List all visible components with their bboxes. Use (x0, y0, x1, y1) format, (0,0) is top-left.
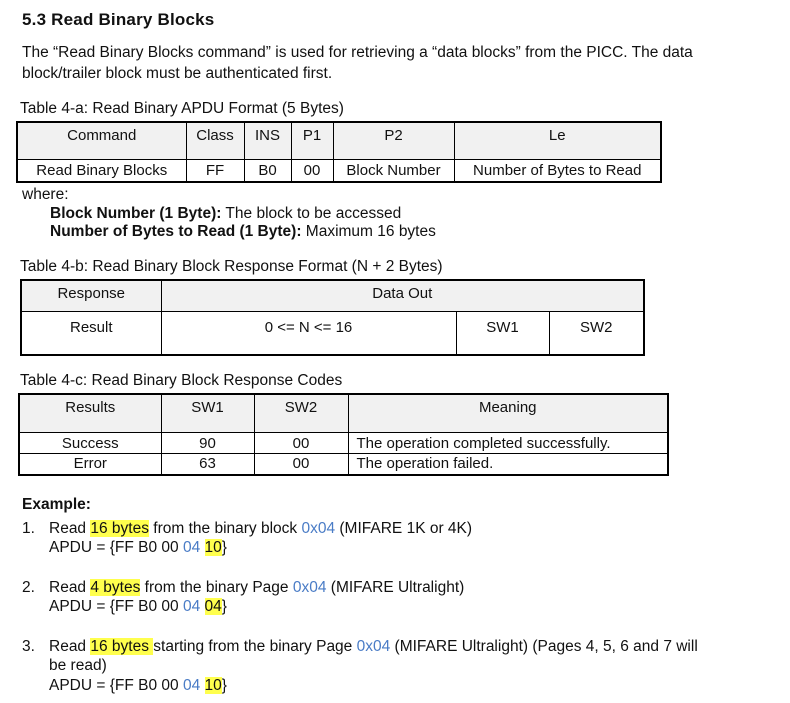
table-b-title: Table 4-b: Read Binary Block Response Format (N + 2 Bytes) (20, 257, 443, 275)
where-desc: The block to be accessed (221, 204, 402, 222)
cell-result: Result (21, 312, 161, 355)
example-item-2 (22, 578, 770, 617)
cell-sw2: SW2 (549, 312, 644, 355)
table-header-row (19, 394, 668, 433)
intro-line: block/trailer block must be authenticated first. (22, 65, 333, 82)
example-number: 1. (22, 519, 35, 537)
example-line: Read 4 bytes from the binary Page 0x04 (MIFARE Ultralight) (49, 578, 465, 596)
example-number: 2. (22, 578, 35, 596)
col-header-p1: P1 (291, 122, 333, 159)
table-row (17, 159, 661, 182)
example-line: Read 16 bytes from the binary block 0x04 (MIFARE 1K or 4K) (49, 519, 473, 537)
cell-p1: 00 (291, 159, 333, 182)
cell-sw1: 63 (161, 454, 254, 475)
section-heading: 5.3 Read Binary Blocks (22, 10, 215, 29)
where-term: Number of Bytes to Read (1 Byte): (50, 223, 302, 240)
cell-result-name: Error (19, 454, 161, 475)
table-a-title: Table 4-a: Read Binary APDU Format (5 Bytes) (20, 100, 344, 117)
cell-meaning: The operation failed. (348, 454, 668, 475)
col-header-p2: P2 (333, 122, 454, 159)
table-row-success (19, 433, 668, 454)
table-c-title: Table 4-c: Read Binary Block Response Codes (20, 371, 343, 389)
table-row-error (19, 454, 668, 475)
col-header-class: Class (186, 122, 244, 159)
where-item (22, 205, 770, 224)
cell-sw2: 00 (254, 433, 348, 454)
example-body (49, 637, 770, 696)
table-apdu-format (16, 121, 662, 183)
example-apdu-line: APDU = {FF B0 00 04 10} (49, 676, 227, 694)
table-response-format (20, 279, 645, 356)
col-header-sw1: SW1 (161, 394, 254, 433)
col-header-data-out: Data Out (161, 280, 644, 312)
cell-sw2: 00 (254, 454, 348, 475)
cell-ins: B0 (244, 159, 291, 182)
example-apdu-line: APDU = {FF B0 00 04 10} (49, 539, 227, 556)
where-term: Block Number (1 Byte): (50, 204, 222, 222)
where-item (22, 223, 770, 242)
col-header-sw2: SW2 (254, 394, 348, 433)
example-number: 3. (22, 637, 35, 655)
example-body (49, 578, 770, 617)
example-line: be read) (49, 657, 107, 674)
table-row (21, 312, 644, 355)
cell-le: Number of Bytes to Read (454, 159, 661, 182)
table-header-row (21, 280, 644, 312)
col-header-results: Results (19, 394, 161, 433)
cell-p2: Block Number (333, 159, 454, 182)
col-header-meaning: Meaning (348, 394, 668, 433)
example-item-3 (22, 637, 770, 696)
cell-class: FF (186, 159, 244, 182)
table-response-codes (18, 393, 669, 476)
cell-sw1: SW1 (456, 312, 549, 355)
example-line: Read 16 bytes starting from the binary Page 0x04 (MIFARE Ultralight) (Pages 4, 5, 6 and 7 will (49, 637, 698, 655)
table-header-row (17, 122, 661, 159)
where-label: where: (22, 186, 69, 203)
example-label: Example: (22, 495, 91, 513)
cell-sw1: 90 (161, 433, 254, 454)
cell-result-name: Success (19, 433, 161, 454)
col-header-response: Response (21, 280, 161, 312)
example-body (49, 519, 770, 558)
where-block (22, 186, 770, 242)
col-header-le: Le (454, 122, 661, 159)
where-desc: Maximum 16 bytes (301, 223, 436, 240)
col-header-command: Command (17, 122, 186, 159)
intro-paragraph (22, 42, 770, 84)
cell-data-out-value: 0 <= N <= 16 (161, 312, 456, 355)
example-apdu-line: APDU = {FF B0 00 04 04} (49, 598, 227, 615)
example-item-1 (22, 519, 770, 558)
cell-command: Read Binary Blocks (17, 159, 186, 182)
col-header-ins: INS (244, 122, 291, 159)
cell-meaning: The operation completed successfully. (348, 433, 668, 454)
intro-line: The “Read Binary Blocks command” is used for retrieving a “data blocks” from the PICC. The data (22, 44, 693, 61)
